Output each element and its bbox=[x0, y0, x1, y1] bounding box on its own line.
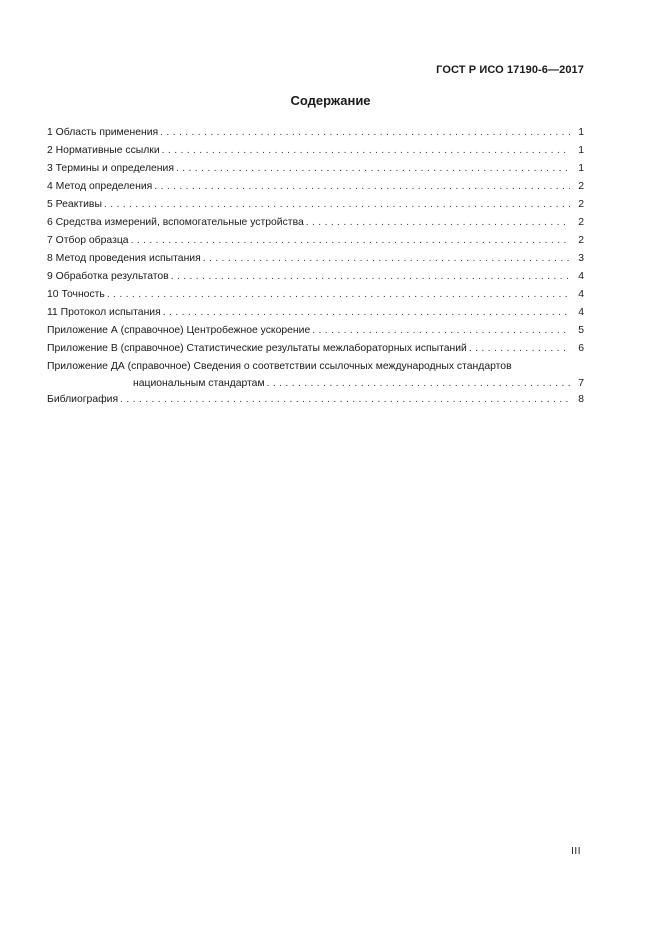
toc-entry-text: 9 Обработка результатов bbox=[47, 271, 169, 282]
toc-leader-dots bbox=[120, 391, 570, 409]
toc-entry-bibliography[interactable] bbox=[47, 391, 584, 409]
table-of-contents bbox=[47, 124, 584, 409]
toc-entry-text: 7 Отбор образца bbox=[47, 235, 129, 246]
toc-entry-page: 2 bbox=[578, 217, 584, 228]
toc-leader-dots bbox=[171, 268, 570, 286]
toc-entry-annex-a[interactable] bbox=[47, 322, 584, 340]
toc-entry-text: 1 Область применения bbox=[47, 127, 159, 138]
toc-entry-page: 1 bbox=[578, 163, 584, 174]
toc-entry-text: 2 Нормативные ссылки bbox=[47, 145, 160, 156]
toc-leader-dots bbox=[104, 196, 570, 214]
toc-leader-dots bbox=[203, 250, 570, 268]
toc-entry-precision[interactable] bbox=[47, 286, 584, 304]
document-standard-id: ГОСТ Р ИСО 17190-6—2017 bbox=[436, 64, 584, 76]
toc-leader-dots bbox=[176, 160, 570, 178]
toc-entry-text: Приложение А (справочное) Центробежное ускорение bbox=[47, 325, 311, 336]
toc-entry-page: 2 bbox=[578, 199, 584, 210]
toc-entry-page: 6 bbox=[578, 343, 584, 354]
toc-entry-page: 4 bbox=[578, 307, 584, 318]
toc-title: Содержание bbox=[290, 93, 371, 108]
toc-entry-page: 4 bbox=[578, 271, 584, 282]
toc-entry-text: Библиография bbox=[47, 394, 119, 405]
toc-leader-dots bbox=[131, 232, 570, 250]
toc-entry-method[interactable] bbox=[47, 178, 584, 196]
toc-entry-text: 6 Средства измерений, вспомогательные устройства bbox=[47, 217, 304, 228]
toc-entry-text: 8 Метод проведения испытания bbox=[47, 253, 201, 264]
toc-leader-dots bbox=[162, 142, 570, 160]
toc-entry-text: 5 Реактивы bbox=[47, 199, 102, 210]
toc-entry-text: 3 Термины и определения bbox=[47, 163, 174, 174]
toc-entry-text: 11 Протокол испытания bbox=[47, 307, 161, 318]
toc-entry-reagents[interactable] bbox=[47, 196, 584, 214]
toc-entry-test-procedure[interactable] bbox=[47, 250, 584, 268]
toc-entry-scope[interactable] bbox=[47, 124, 584, 142]
toc-entry-terms[interactable] bbox=[47, 160, 584, 178]
toc-leader-dots bbox=[154, 178, 570, 196]
toc-entry-page: 2 bbox=[578, 181, 584, 192]
toc-entry-page: 1 bbox=[578, 127, 584, 138]
toc-leader-dots bbox=[312, 322, 570, 340]
toc-entry-page: 5 bbox=[578, 325, 584, 336]
toc-entry-text-continued: национальным стандартам bbox=[133, 378, 265, 389]
toc-leader-dots bbox=[163, 304, 570, 322]
toc-entry-text: 10 Точность bbox=[47, 289, 105, 300]
toc-entry-test-report[interactable] bbox=[47, 304, 584, 322]
toc-entry-page: 4 bbox=[578, 289, 584, 300]
toc-leader-dots bbox=[306, 214, 570, 232]
toc-entry-page: 2 bbox=[578, 235, 584, 246]
toc-leader-dots bbox=[267, 376, 570, 391]
toc-entry-instruments[interactable] bbox=[47, 214, 584, 232]
toc-leader-dots bbox=[160, 124, 570, 142]
toc-entry-annex-b[interactable] bbox=[47, 340, 584, 358]
toc-entry-page: 1 bbox=[578, 145, 584, 156]
page-number: III bbox=[571, 846, 581, 857]
toc-entry-text: Приложение В (справочное) Статистические результаты межлабораторных испытаний bbox=[47, 343, 467, 354]
toc-entry-text: 4 Метод определения bbox=[47, 181, 153, 192]
toc-entry-page: 3 bbox=[578, 253, 584, 264]
toc-entry-normative-references[interactable] bbox=[47, 142, 584, 160]
toc-entry-text: Приложение ДА (справочное) Сведения о соответствии ссылочных международных стандартов bbox=[47, 361, 512, 372]
toc-entry-results-processing[interactable] bbox=[47, 268, 584, 286]
toc-entry-sampling[interactable] bbox=[47, 232, 584, 250]
toc-entry-annex-da[interactable] bbox=[47, 358, 584, 391]
toc-leader-dots bbox=[469, 340, 570, 358]
toc-entry-page: 7 bbox=[578, 378, 584, 389]
toc-leader-dots bbox=[107, 286, 570, 304]
toc-entry-page: 8 bbox=[578, 394, 584, 405]
